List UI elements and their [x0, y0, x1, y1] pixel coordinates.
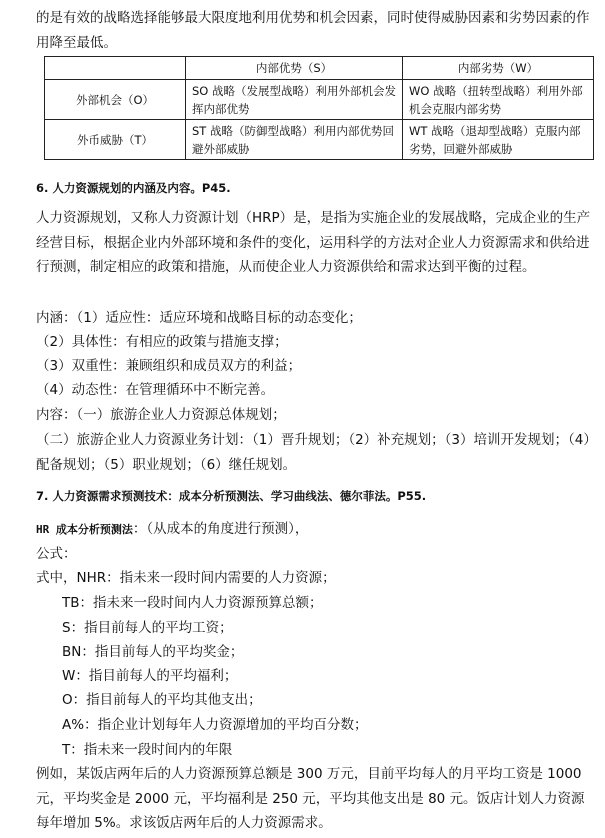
variable-item: T：指未来一段时间内的年限 — [62, 742, 233, 758]
section7-heading: 7. 人力资源需求预测技术：成本分析预测法、学习曲线法、德尔菲法。P55. — [36, 489, 427, 503]
intro-paragraph: 的是有效的战略选择能够最大限度地利用优势和机会因素，同时使得威胁因素和劣势因素的作用降至最低。 — [36, 10, 590, 51]
example-paragraph: 例如，某饭店两年后的人力资源预算总额是 300 万元，目前平均每人的月平均工资是 1000 元，平均奖金是 2000 元，平均福利是 250 元，平均其他支出是 80 元。饭店计划人力资源每年增加 5%。求该饭店两年后的人力资源需求。 — [36, 766, 585, 831]
swot-row-label: 外部机会（O） — [45, 80, 186, 120]
swot-row-opportunity — [45, 80, 594, 120]
variable-item: TB：指未来一段时间内人力资源预算总额； — [62, 595, 323, 611]
swot-cell-wo: WO 战略（扭转型战略）利用外部机会克服内部劣势 — [403, 80, 594, 120]
swot-header-weakness: 内部劣势（W） — [403, 57, 594, 80]
swot-header-row — [45, 57, 594, 80]
method-label: HR 成本分析预测法 — [36, 523, 133, 536]
variable-item: BN：指目前每人的平均奖金； — [62, 644, 244, 660]
connotation-item: （4）动态性：在管理循环中不断完善。 — [36, 382, 275, 398]
content-intro: 内容：（一）旅游企业人力资源总体规划； — [36, 407, 286, 423]
swot-table — [44, 56, 594, 160]
swot-header-empty — [45, 57, 186, 80]
swot-row-threat — [45, 120, 594, 160]
connotation-item: （3）双重性：兼顾组织和成员双方的利益； — [36, 358, 302, 374]
variable-item: O：指目前每人的平均其他支出； — [62, 692, 262, 708]
method-note: ：（从成本的角度进行预测）， — [132, 521, 309, 537]
swot-header-strength: 内部优势（S） — [186, 57, 403, 80]
swot-cell-wt: WT 战略（退却型战略）克服内部劣势，回避外部威胁 — [403, 120, 594, 160]
content-detail: （二）旅游企业人力资源业务计划：（1）晋升规划；（2）补充规划；（3）培训开发规划；（4）配备规划；（5）职业规划；（6）继任规划。 — [36, 432, 597, 473]
swot-cell-so: SO 战略（发展型战略）利用外部机会发挥内部优势 — [186, 80, 403, 120]
variable-item: S：指目前每人的平均工资； — [62, 620, 233, 636]
variables-intro: 式中，NHR：指未来一段时间内需要的人力资源； — [36, 570, 336, 586]
variable-item: W：指目前每人的平均福利； — [62, 668, 238, 684]
swot-row-label: 外币威胁（T） — [45, 120, 186, 160]
connotation-item: 内涵：（1）适应性：适应环境和战略目标的动态变化； — [36, 310, 362, 326]
section6-definition: 人力资源规划，又称人力资源计划（HRP）是，是指为实施企业的发展战略，完成企业的生产经营目标，根据企业内外部环境和条件的变化，运用科学的方法对企业人力资源需求和供给进行预测，制定相应的政策和措施，从而使企业人力资源供给和需求达到平衡的过程。 — [36, 210, 591, 275]
variable-item: A%：指企业计划每年人力资源增加的平均百分数； — [62, 717, 368, 733]
formula-label: 公式： — [36, 546, 77, 562]
connotation-item: （2）具体性：有相应的政策与措施支撑； — [36, 334, 288, 350]
swot-cell-st: ST 战略（防御型战略）利用内部优势回避外部威胁 — [186, 120, 403, 160]
method-line — [36, 517, 308, 542]
section6-heading: 6. 人力资源规划的内涵及内容。P45. — [36, 181, 231, 195]
